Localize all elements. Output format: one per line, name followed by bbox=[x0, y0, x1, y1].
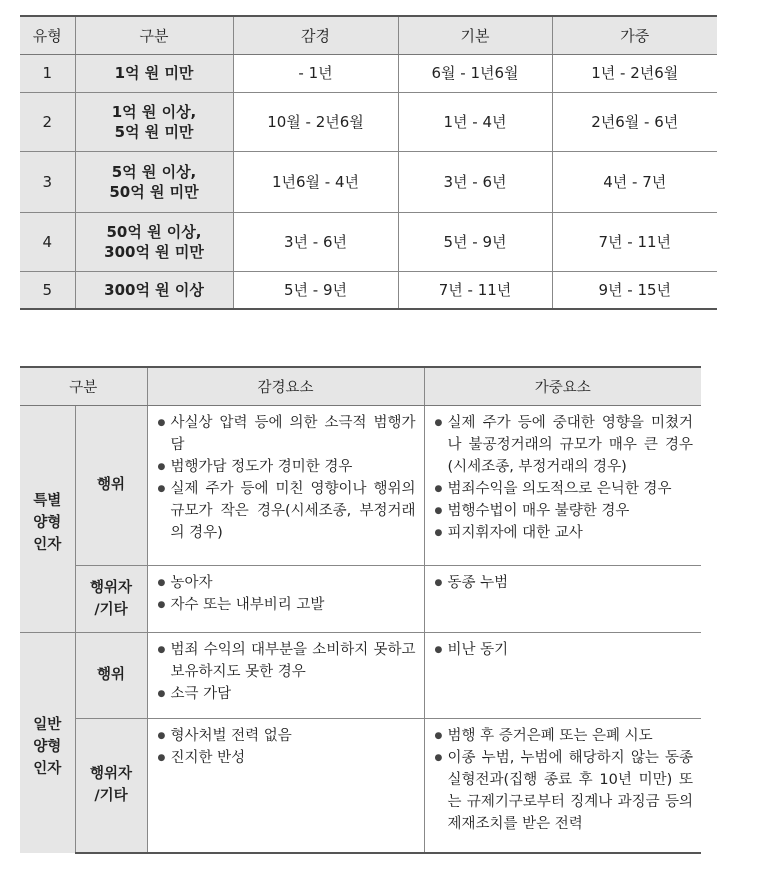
sub-label: 행위 bbox=[75, 405, 147, 565]
list-item: ● 비난 동기 bbox=[435, 639, 694, 661]
list-item: ● 소극 가담 bbox=[158, 683, 416, 705]
table-row bbox=[20, 565, 701, 632]
basic-cell: 7년 - 11년 bbox=[398, 271, 552, 309]
mitigating-factors-cell bbox=[147, 405, 424, 565]
list-item: ● 실제 주가 등에 중대한 영향을 미쳤거나 불공정거래의 규모가 매우 큰 경우(시세조종, 부정거래의 경우) bbox=[435, 412, 694, 478]
type-cell: 4 bbox=[20, 212, 75, 271]
aggravated-cell: 9년 - 15년 bbox=[552, 271, 717, 309]
mitigated-cell: 10월 - 2년6월 bbox=[233, 92, 398, 151]
group-label-special: 특별 양형 인자 bbox=[20, 405, 75, 632]
category-cell: 1억 원 이상, 5억 원 미만 bbox=[75, 92, 233, 151]
aggravating-factors-cell bbox=[424, 565, 701, 632]
table-row bbox=[20, 212, 717, 271]
mitigating-factors-cell bbox=[147, 632, 424, 718]
mitigated-cell: 3년 - 6년 bbox=[233, 212, 398, 271]
list-item: ● 자수 또는 내부비리 고발 bbox=[158, 594, 416, 616]
category-cell: 1억 원 미만 bbox=[75, 54, 233, 92]
list-item: ● 범행 후 증거은폐 또는 은폐 시도 bbox=[435, 725, 694, 747]
aggravated-cell: 1년 - 2년6월 bbox=[552, 54, 717, 92]
category-cell: 50억 원 이상, 300억 원 미만 bbox=[75, 212, 233, 271]
header-type: 유형 bbox=[20, 16, 75, 54]
list-item: ● 범행수법이 매우 불량한 경우 bbox=[435, 500, 694, 522]
list-item: ● 진지한 반성 bbox=[158, 747, 416, 769]
aggravated-cell: 7년 - 11년 bbox=[552, 212, 717, 271]
category-cell: 5억 원 이상, 50억 원 미만 bbox=[75, 151, 233, 212]
header-mitigating-factors: 감경요소 bbox=[147, 367, 424, 405]
sub-label: 행위 bbox=[75, 632, 147, 718]
aggravated-cell: 4년 - 7년 bbox=[552, 151, 717, 212]
table2-header-row bbox=[20, 367, 701, 405]
type-cell: 1 bbox=[20, 54, 75, 92]
aggravating-factors-cell bbox=[424, 632, 701, 718]
list-item: ● 동종 누범 bbox=[435, 572, 694, 594]
category-cell: 300억 원 이상 bbox=[75, 271, 233, 309]
list-item: ● 이종 누범, 누범에 해당하지 않는 동종 실형전과(집행 종료 후 10년 미만) 또는 규제기구로부터 징계나 과징금 등의 제재조치를 받은 전력 bbox=[435, 747, 694, 835]
table-row bbox=[20, 271, 717, 309]
list-item: ● 피지휘자에 대한 교사 bbox=[435, 522, 694, 544]
list-item: ● 범죄 수익의 대부분을 소비하지 못하고 보유하지도 못한 경우 bbox=[158, 639, 416, 683]
list-item: ● 사실상 압력 등에 의한 소극적 범행가담 bbox=[158, 412, 416, 456]
header-aggravated: 가중 bbox=[552, 16, 717, 54]
header-category: 구분 bbox=[20, 367, 147, 405]
mitigated-cell: 5년 - 9년 bbox=[233, 271, 398, 309]
table-row bbox=[20, 151, 717, 212]
aggravated-cell: 2년6월 - 6년 bbox=[552, 92, 717, 151]
basic-cell: 3년 - 6년 bbox=[398, 151, 552, 212]
sub-label: 행위자 /기타 bbox=[75, 718, 147, 853]
type-cell: 3 bbox=[20, 151, 75, 212]
header-basic: 기본 bbox=[398, 16, 552, 54]
sentencing-factors-table bbox=[20, 366, 701, 854]
type-cell: 2 bbox=[20, 92, 75, 151]
group-label-general: 일반 양형 인자 bbox=[20, 632, 75, 853]
table-row bbox=[20, 92, 717, 151]
header-mitigated: 감경 bbox=[233, 16, 398, 54]
basic-cell: 5년 - 9년 bbox=[398, 212, 552, 271]
table-row bbox=[20, 54, 717, 92]
sentencing-range-table bbox=[20, 15, 717, 310]
list-item: ● 형사처벌 전력 없음 bbox=[158, 725, 416, 747]
mitigated-cell: - 1년 bbox=[233, 54, 398, 92]
type-cell: 5 bbox=[20, 271, 75, 309]
table-row bbox=[20, 405, 701, 565]
aggravating-factors-cell bbox=[424, 718, 701, 853]
sub-label: 행위자 /기타 bbox=[75, 565, 147, 632]
mitigating-factors-cell bbox=[147, 718, 424, 853]
list-item: ● 실제 주가 등에 미친 영향이나 행위의 규모가 작은 경우(시세조종, 부정거래의 경우) bbox=[158, 478, 416, 544]
table-row bbox=[20, 718, 701, 853]
mitigating-factors-cell bbox=[147, 565, 424, 632]
basic-cell: 6월 - 1년6월 bbox=[398, 54, 552, 92]
mitigated-cell: 1년6월 - 4년 bbox=[233, 151, 398, 212]
list-item: ● 범죄수익을 의도적으로 은닉한 경우 bbox=[435, 478, 694, 500]
table1-header-row bbox=[20, 16, 717, 54]
aggravating-factors-cell bbox=[424, 405, 701, 565]
header-aggravating-factors: 가중요소 bbox=[424, 367, 701, 405]
header-category: 구분 bbox=[75, 16, 233, 54]
table-row bbox=[20, 632, 701, 718]
list-item: ● 범행가담 정도가 경미한 경우 bbox=[158, 456, 416, 478]
basic-cell: 1년 - 4년 bbox=[398, 92, 552, 151]
list-item: ● 농아자 bbox=[158, 572, 416, 594]
